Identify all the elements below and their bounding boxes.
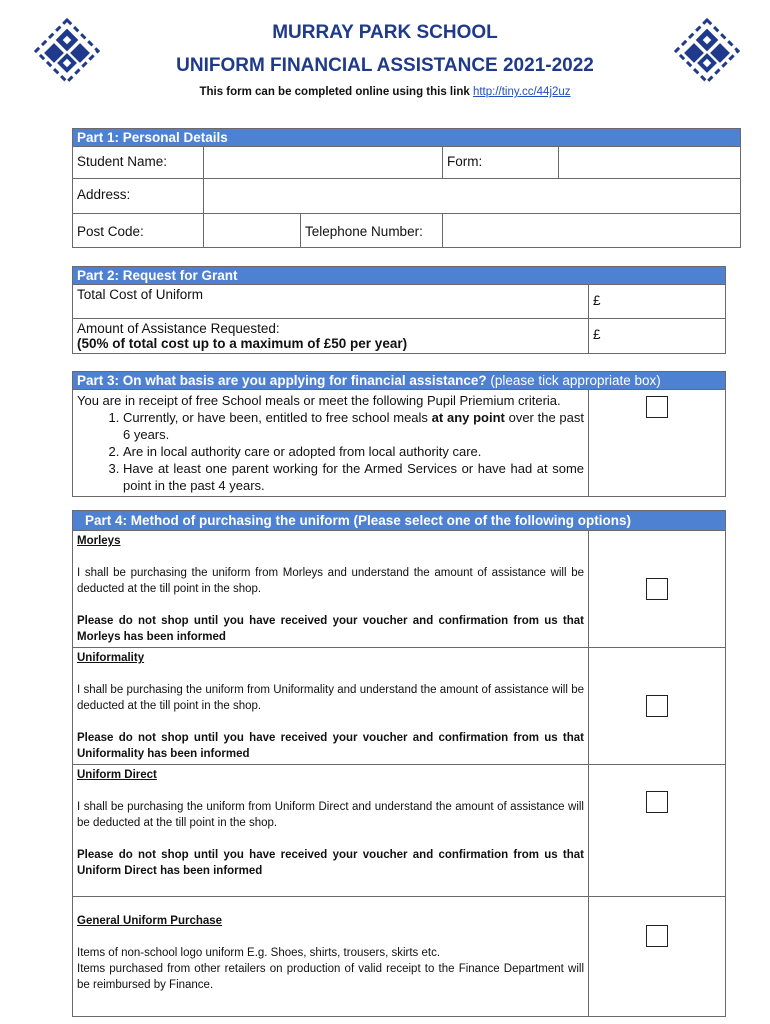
part2-heading: Part 2: Request for Grant — [73, 267, 726, 285]
school-name: MURRAY PARK SCHOOL — [272, 22, 498, 43]
part3-heading-note: (please tick appropriate box) — [490, 373, 661, 388]
part2-table — [72, 266, 726, 354]
option-text: Items of non-school logo uniform E.g. Shoes, shirts, trousers, skirts etc. — [77, 947, 441, 959]
part3-heading — [73, 372, 726, 390]
total-cost-label: Total Cost of Uniform — [73, 285, 589, 319]
amount-requested-cell — [73, 319, 589, 354]
option-uniform-direct — [73, 765, 589, 897]
option-title: Uniformality — [77, 652, 145, 664]
online-form-link[interactable]: http://tiny.cc/44j2uz — [472, 86, 571, 98]
part4-heading: Part 4: Method of purchasing the uniform (Please select one of the following options) — [73, 511, 726, 531]
part3-heading-text: Part 3: On what basis are you applying for financial assistance? — [77, 373, 487, 388]
address-field[interactable] — [204, 179, 741, 214]
criteria-item-1: 1. Currently, or have been, entitled to free school meals at any point over the past 6 years. — [123, 409, 584, 443]
part4-table — [72, 510, 726, 1017]
morleys-checkbox[interactable] — [646, 578, 668, 600]
form-label: Form: — [443, 147, 559, 179]
option-title: General Uniform Purchase — [77, 915, 223, 927]
postcode-label: Post Code: — [73, 214, 204, 248]
form-title: UNIFORM FINANCIAL ASSISTANCE 2021-2022 — [176, 55, 594, 76]
option-morleys — [73, 531, 589, 648]
option-checkbox-cell — [589, 531, 726, 648]
option-text: I shall be purchasing the uniform from Uniformality and understand the amount of assistance will be deducted at the till point in the shop. — [77, 684, 584, 712]
option-text: I shall be purchasing the uniform from Uniform Direct and understand the amount of assistance will be deducted at the till point in the shop. — [77, 801, 584, 829]
option-warning: Please do not shop until you have received your voucher and confirmation from us that Uniform Direct has been informed — [77, 849, 584, 877]
telephone-label: Telephone Number: — [301, 214, 443, 248]
option-warning: Please do not shop until you have received your voucher and confirmation from us that Morleys has been informed — [77, 615, 584, 643]
form-field[interactable] — [559, 147, 741, 179]
amount-requested-note: (50% of total cost up to a maximum of £50 per year) — [77, 336, 408, 351]
currency-symbol: £ — [593, 327, 601, 342]
general-purchase-checkbox[interactable] — [646, 925, 668, 947]
option-general-purchase — [73, 897, 589, 1017]
option-checkbox-cell — [589, 765, 726, 897]
part3-intro: You are in receipt of free School meals or meet the following Pupil Priemium criteria. — [77, 393, 561, 408]
student-name-label: Student Name: — [73, 147, 204, 179]
criteria-list — [77, 409, 584, 494]
part3-table — [72, 371, 726, 497]
part1-heading: Part 1: Personal Details — [73, 129, 741, 147]
part3-criteria — [73, 390, 589, 497]
telephone-field[interactable] — [443, 214, 741, 248]
option-text-2: Items purchased from other retailers on production of valid receipt to the Finance Department will be reimbursed by Finance. — [77, 963, 584, 991]
option-uniformality — [73, 648, 589, 765]
option-title: Uniform Direct — [77, 769, 157, 781]
part3-checkbox[interactable] — [646, 396, 668, 418]
criteria-item-2: 2. Are in local authority care or adopted from local authority care. — [123, 443, 584, 460]
uniform-direct-checkbox[interactable] — [646, 791, 668, 813]
student-name-field[interactable] — [204, 147, 443, 179]
address-label: Address: — [73, 179, 204, 214]
currency-symbol: £ — [593, 293, 601, 308]
criteria-item-3: 3. Have at least one parent working for the Armed Services or have had at some point in the past 4 years. — [123, 460, 584, 494]
amount-requested-field[interactable] — [589, 319, 726, 354]
total-cost-field[interactable] — [589, 285, 726, 319]
option-warning: Please do not shop until you have received your voucher and confirmation from us that Uniformality has been informed — [77, 732, 584, 760]
option-title: Morleys — [77, 535, 121, 547]
part3-checkbox-cell — [589, 390, 726, 497]
online-form-note — [0, 86, 770, 98]
option-checkbox-cell — [589, 648, 726, 765]
online-form-text: This form can be completed online using this link — [199, 86, 470, 98]
option-text: I shall be purchasing the uniform from Morleys and understand the amount of assistance will be deducted at the till point in the shop. — [77, 567, 584, 595]
amount-requested-label: Amount of Assistance Requested: — [77, 321, 280, 336]
option-checkbox-cell — [589, 897, 726, 1017]
uniformality-checkbox[interactable] — [646, 695, 668, 717]
part1-table — [72, 128, 741, 248]
postcode-field[interactable] — [204, 214, 301, 248]
